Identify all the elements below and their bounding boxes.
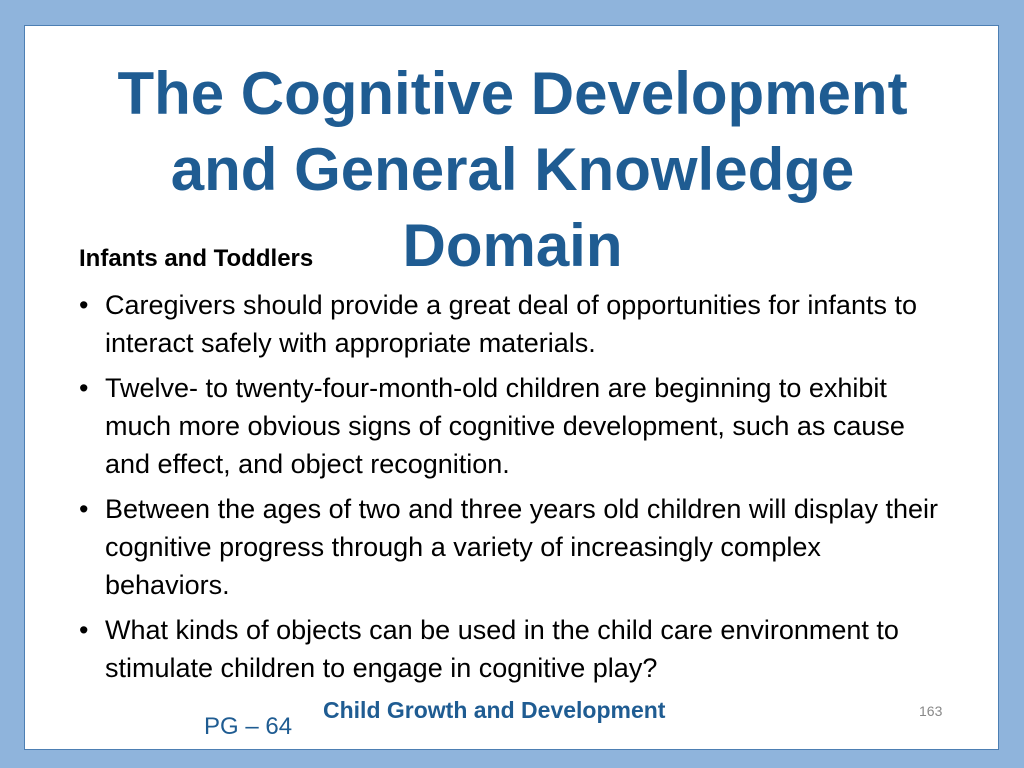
bullet-text: Between the ages of two and three years old children will display their cognitive progress through a variety of increasingly complex behaviors. [105, 494, 938, 600]
page-number: 163 [919, 703, 943, 719]
bullet-item [79, 369, 949, 483]
bullet-text: Twelve- to twenty-four-month-old children are beginning to exhibit much more obvious signs of cognitive development, such as cause and effect, and object recognition. [105, 373, 905, 479]
bullet-icon: • [79, 615, 89, 645]
bullet-list [79, 286, 949, 694]
bullet-icon: • [79, 373, 89, 403]
bullet-item [79, 611, 949, 687]
bullet-item [79, 490, 949, 604]
page-reference: PG – 64 [204, 713, 293, 740]
bullet-text: Caregivers should provide a great deal of opportunities for infants to interact safely with appropriate materials. [105, 290, 917, 358]
bullet-text: What kinds of objects can be used in the child care environment to stimulate children to engage in cognitive play? [105, 615, 899, 683]
section-subheading: Infants and Toddlers [79, 245, 314, 272]
bullet-icon: • [79, 494, 89, 524]
footer-title: Child Growth and Development [323, 697, 666, 723]
bullet-icon: • [79, 290, 89, 320]
slide-title: The Cognitive Development and General Knowledge Domain [117, 60, 908, 279]
bullet-item [79, 286, 949, 362]
slide [24, 25, 999, 750]
